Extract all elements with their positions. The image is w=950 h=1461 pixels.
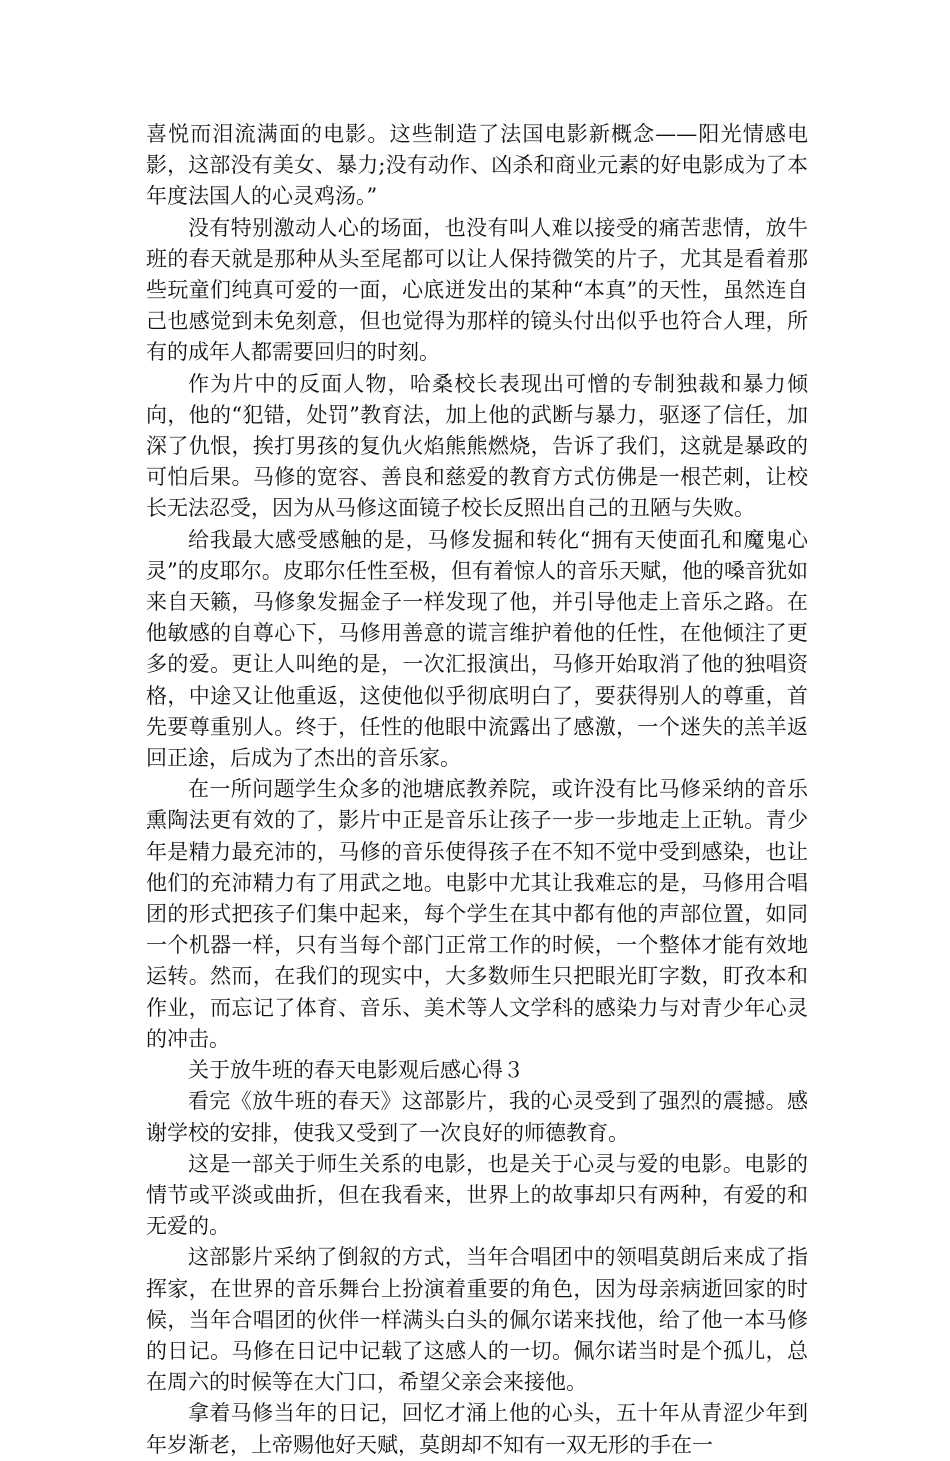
paragraph-10: 拿着马修当年的日记，回忆才涌上他的心头，五十年从青涩少年到年岁渐老，上帝赐他好天赋，莫朗却不知有一双无形的手在一	[146, 1401, 808, 1457]
paragraph-4: 给我最大感受感触的是，马修发掘和转化“拥有天使面孔和魔鬼心灵”的皮耶尔。皮耶尔任性至极，但有着惊人的音乐天赋，他的嗓音犹如来自天籁，马修象发掘金子一样发现了他，并引导他走上音乐之路。在他敏感的自尊心下，马修用善意的谎言维护着他的任性，在他倾注了更多的爱。更让人叫绝的是，一次汇报演出，马修开始取消了他的独唱资格，中途又让他重返，这使他似乎彻底明白了，要获得别人的尊重，首先要尊重别人。终于，任性的他眼中流露出了感激，一个迷失的羔羊返回正途，后成为了杰出的音乐家。	[146, 527, 808, 771]
paragraph-9: 这部影片采纳了倒叙的方式，当年合唱团中的领唱莫朗后来成了指挥家，在世界的音乐舞台上扮演着重要的角色，因为母亲病逝回家的时候，当年合唱团的伙伴一样满头白头的佩尔诺来找他，给了他一本马修的日记。马修在日记中记载了这感人的一切。佩尔诺当时是个孤儿，总在周六的时候等在大门口，希望父亲会来接他。	[146, 1245, 808, 1395]
paragraph-1: 喜悦而泪流满面的电影。这些制造了法国电影新概念——阳光情感电影，这部没有美女、暴力;没有动作、凶杀和商业元素的好电影成为了本年度法国人的心灵鸡汤。”	[146, 122, 808, 209]
section-heading: 关于放牛班的春天电影观后感心得３	[188, 1058, 524, 1083]
paragraph-2: 没有特别激动人心的场面，也没有叫人难以接受的痛苦悲情，放牛班的春天就是那种从头至尾都可以让人保持微笑的片子，尤其是看着那些玩童们纯真可爱的一面，心底迸发出的某种“本真”的天性，虽然连自己也感觉到未免刻意，但也觉得为那样的镜头付出似乎也符合人理，所有的成年人都需要回归的时刻。	[146, 215, 808, 365]
document-page	[146, 119, 808, 1461]
paragraph-7: 看完《放牛班的春天》这部影片，我的心灵受到了强烈的震撼。感谢学校的安排，使我又受到了一次良好的师德教育。	[146, 1089, 808, 1145]
paragraph-3: 作为片中的反面人物，哈桑校长表现出可憎的专制独裁和暴力倾向，他的“犯错，处罚”教育法，加上他的武断与暴力，驱逐了信任，加深了仇恨，挨打男孩的复仇火焰熊熊燃烧，告诉了我们，这就是暴政的可怕后果。马修的宽容、善良和慈爱的教育方式仿佛是一根芒刺，让校长无法忍受，因为从马修这面镜子校长反照出自己的丑陋与失败。	[146, 371, 808, 521]
paragraph-8: 这是一部关于师生关系的电影，也是关于心灵与爱的电影。电影的情节或平淡或曲折，但在我看来，世界上的故事却只有两种，有爱的和无爱的。	[146, 1151, 808, 1239]
paragraph-5: 在一所问题学生众多的池塘底教养院，或许没有比马修采纳的音乐熏陶法更有效的了，影片中正是音乐让孩子一步一步地走上正轨。青少年是精力最充沛的，马修的音乐使得孩子在不知不觉中受到感染，也让他们的充沛精力有了用武之地。电影中尤其让我难忘的是，马修用合唱团的形式把孩子们集中起来，每个学生在其中都有他的声部位置，如同一个机器一样，只有当每个部门正常工作的时候，一个整体才能有效地运转。然而，在我们的现实中，大多数师生只把眼光盯字数，盯孜本和作业，而忘记了体育、音乐、美术等人文学科的感染力与对青少年心灵的冲击。	[146, 777, 808, 1051]
